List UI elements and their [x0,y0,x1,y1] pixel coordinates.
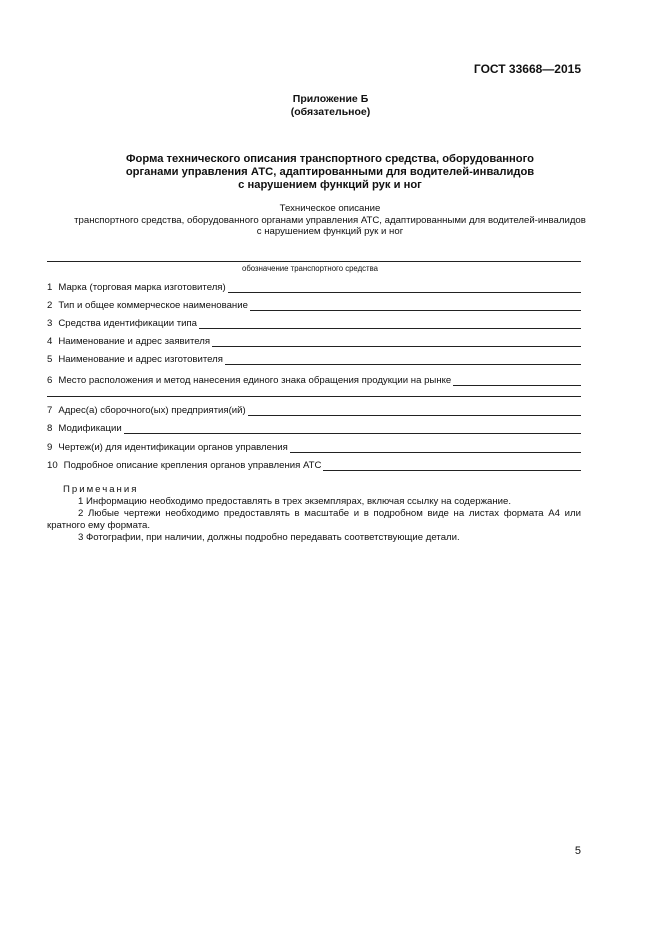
field-label: Чертеж(и) для идентификации органов управления [58,442,288,453]
form-title-line-3: с нарушением функций рук и ног [238,179,422,191]
field-number: 10 [47,460,58,471]
field-number: 9 [47,442,53,453]
annex-title: Приложение Б [292,93,369,105]
form-title-line-1: Форма технического описания транспортного средства, оборудованного [126,153,534,165]
field-row-4 [47,333,581,347]
field-row-6 [47,372,581,386]
field-number: 6 [47,375,53,386]
field-label: Модификации [58,423,122,434]
field-label: Подробное описание крепления органов управления АТС [63,460,322,471]
description-line-3: с нарушением функций рук и ног [256,226,404,237]
field-label: Марка (торговая марка изготовителя) [58,282,226,293]
field-label: Средства идентификации типа [58,318,198,329]
page-number: 5 [574,845,581,857]
annex-status: (обязательное) [290,106,371,118]
field-input-line[interactable] [248,404,581,416]
field-input-line[interactable] [290,441,581,453]
field-number: 3 [47,318,53,329]
note-3: 3 Фотографии, при наличии, должны подробно передавать соответствующие детали. [78,532,460,543]
field-input-line[interactable] [124,422,581,434]
document-code: ГОСТ 33668—2015 [473,62,581,76]
description-block [40,203,620,238]
form-title [80,153,580,192]
field-label: Наименование и адрес заявителя [58,336,211,347]
field-input-line[interactable] [250,299,581,311]
field-number: 1 [47,282,53,293]
vehicle-designation-caption: обозначение транспортного средства [241,264,379,273]
vehicle-designation-line[interactable] [47,261,581,262]
field-label: Место расположения и метод нанесения единого знака обращения продукции на рынке [58,375,452,386]
notes-heading: Примечания [63,484,139,495]
field-label: Тип и общее коммерческое наименование [58,300,248,311]
field-label: Адрес(а) сборочного(ых) предприятия(ий) [58,405,246,416]
description-line-2: транспортного средства, оборудованного органами управления АТС, адаптированными для водителей-инвалидов [74,214,586,226]
field-row-8 [47,420,581,434]
field-number: 4 [47,336,53,347]
field-input-line[interactable] [199,317,581,329]
field-6-continuation-line[interactable] [47,396,581,397]
field-row-3 [47,315,581,329]
field-input-line[interactable] [212,335,581,347]
note-2: 2 Любые чертежи необходимо предоставлять в масштабе и в подробном виде на листах формата А4 или кратного ему формата. [47,508,581,531]
field-row-1 [47,279,581,293]
field-row-10 [47,457,581,471]
field-number: 7 [47,405,53,416]
field-input-line[interactable] [228,281,581,293]
field-input-line[interactable] [323,459,581,471]
field-input-line[interactable] [225,353,581,365]
field-number: 2 [47,300,53,311]
field-row-5 [47,351,581,365]
field-row-9 [47,439,581,453]
field-row-7 [47,402,581,416]
field-number: 5 [47,354,53,365]
form-title-line-2: органами управления АТС, адаптированными для водителей-инвалидов [125,166,535,178]
note-1: 1 Информацию необходимо предоставлять в трех экземплярах, включая ссылку на содержание. [78,496,511,507]
field-input-line[interactable] [453,374,581,386]
field-number: 8 [47,423,53,434]
description-line-1: Техническое описание [279,203,381,214]
field-row-2 [47,297,581,311]
field-label: Наименование и адрес изготовителя [58,354,223,365]
